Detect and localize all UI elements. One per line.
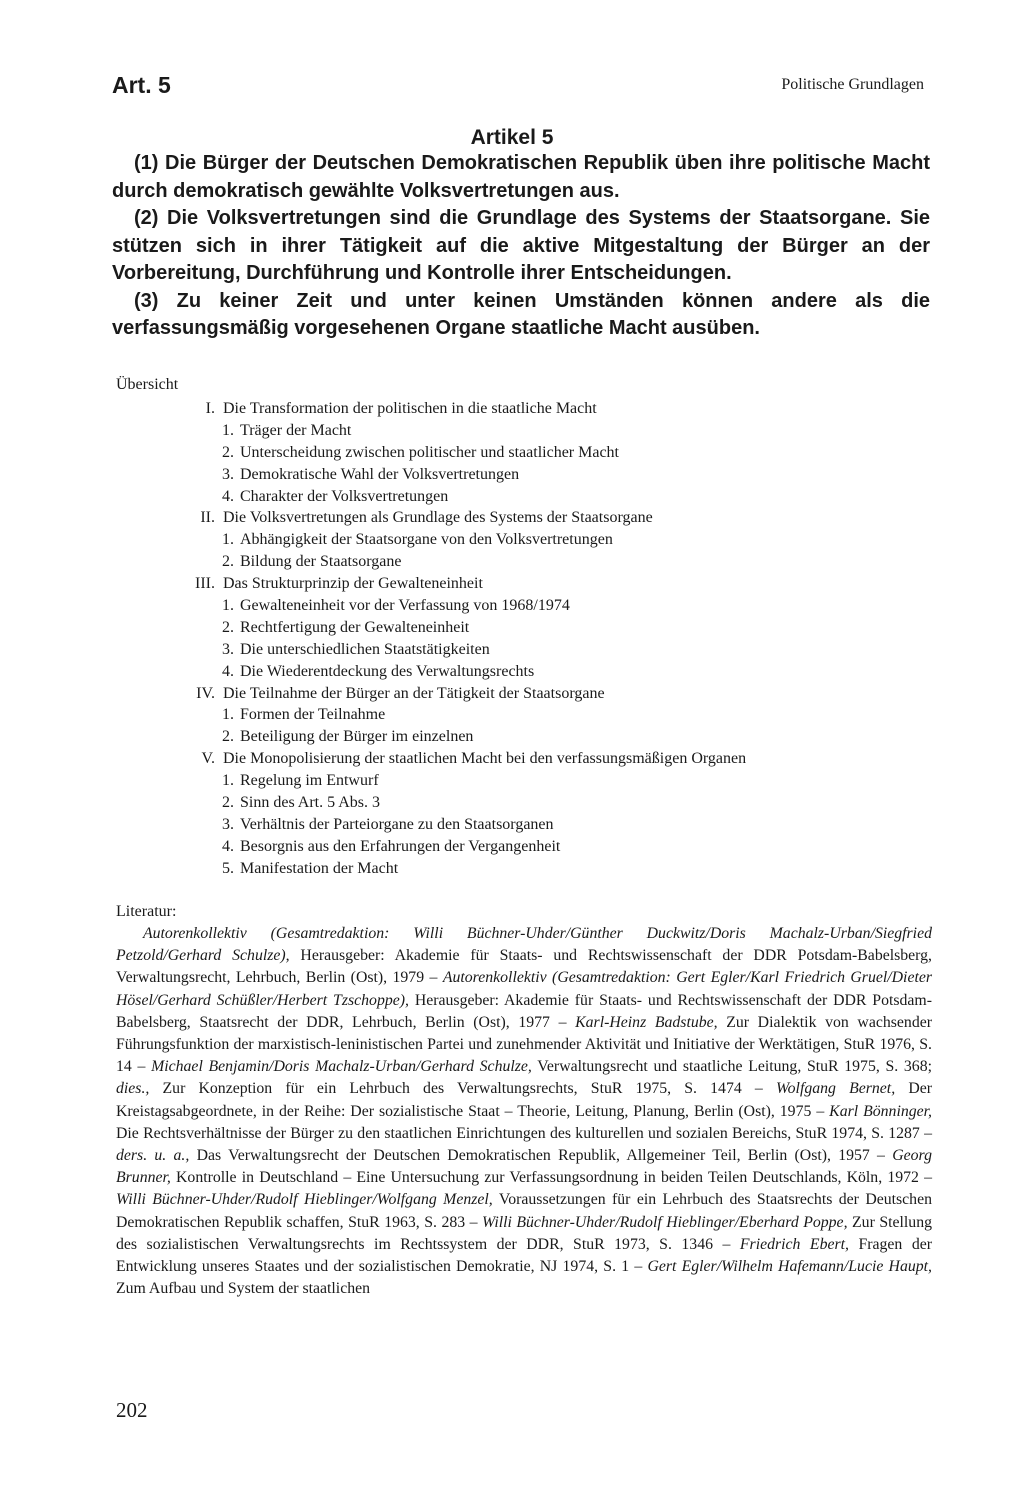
overview-item-number: 2. xyxy=(222,794,234,812)
literature-paragraph xyxy=(116,923,932,1300)
article-paragraph-2: (2) Die Volksvertretungen sind die Grundlage des Systems der Staatsorgane. Sie stützen sich in ihrer Tätigkeit auf die aktive Mitgestaltung der Bürger an der Vorbereitung, Durchführung und Kontrolle ihrer Entscheidungen. xyxy=(112,207,930,284)
overview-subsection xyxy=(0,858,1024,880)
overview-item-text: Demokratische Wahl der Volksvertretungen xyxy=(240,465,520,483)
overview-item-text: Regelung im Entwurf xyxy=(240,772,379,790)
overview-item-number: 2. xyxy=(222,443,234,461)
overview-subsection xyxy=(0,661,1024,683)
overview-item-number: 4. xyxy=(222,487,234,505)
article-paragraph-1: (1) Die Bürger der Deutschen Demokratischen Republik üben ihre politische Macht durch demokratisch gewählte Volksvertretungen aus. xyxy=(112,152,930,202)
literature-reference: Voraussetzungen für ein Lehrbuch des Staatsrechts der Deutschen Demokratischen Republik schaffen, StuR 1963, S. 283 – xyxy=(116,1191,932,1231)
overview-item-number: 3. xyxy=(222,815,234,833)
overview-item-text: Unterscheidung zwischen politischer und staatlicher Macht xyxy=(240,443,619,461)
page-number: 202 xyxy=(116,1398,148,1422)
article-paragraph-3: (3) Zu keiner Zeit und unter keinen Umständen können andere als die verfassungsmäßig vorgesehenen Organe staatliche Macht ausüben. xyxy=(112,289,930,339)
literature-author: Willi Büchner-Uhder/Rudolf Hieblinger/Eberhard Poppe, xyxy=(482,1213,848,1231)
overview-subsection xyxy=(0,420,1024,442)
overview-list xyxy=(0,398,1024,880)
overview-item-number: 1. xyxy=(222,706,234,724)
literature-author: dies., xyxy=(116,1080,150,1098)
overview-item-number: III. xyxy=(195,575,215,593)
overview-item-text: Rechtfertigung der Gewalteneinheit xyxy=(240,618,470,636)
literature-reference: Herausgeber: Akademie für Staats- und Rechtswissenschaft der DDR Potsdam-Babelsberg, Staatsrecht der DDR, Lehrbuch, Berlin (Ost), 1977 – xyxy=(116,991,932,1031)
overview-subsection xyxy=(0,529,1024,551)
overview-item-text: Die Volksvertretungen als Grundlage des Systems der Staatsorgane xyxy=(223,509,653,527)
overview-subsection xyxy=(0,770,1024,792)
overview-item-text: Besorgnis aus den Erfahrungen der Vergangenheit xyxy=(240,837,561,855)
overview-subsection xyxy=(0,551,1024,573)
literature-author: Karl Bönninger, xyxy=(829,1102,932,1120)
overview-subsection xyxy=(0,595,1024,617)
overview-item-number: I. xyxy=(205,400,215,417)
overview-subsection xyxy=(0,639,1024,661)
literature-reference: Zur Dialektik von wachsender Führungsfunktion der marxistisch-leninistischen Partei und zunehmender Aktivität und Initiative der Werktätigen, StuR 1976, S. 14 – xyxy=(116,1013,932,1076)
literature-author: Willi Büchner-Uhder/Rudolf Hieblinger/Wolfgang Menzel, xyxy=(116,1191,493,1209)
literature-author: Karl-Heinz Badstube, xyxy=(575,1013,718,1031)
literature-author: Autorenkollektiv (Gesamtredaktion: Willi Büchner-Uhder/Günther Duckwitz/Doris Machalz-Urban/Siegfried Petzold/Gerhard Schulze), xyxy=(116,925,932,965)
overview-section xyxy=(0,748,1024,770)
literature-author: Michael Benjamin/Doris Machalz-Urban/Gerhard Schulze, xyxy=(151,1058,532,1076)
overview-item-number: 4. xyxy=(222,662,234,680)
overview-section xyxy=(0,573,1024,595)
literature-reference: Verwaltungsrecht und staatliche Leitung, StuR 1975, S. 368; xyxy=(531,1058,932,1076)
overview-subsection xyxy=(0,792,1024,814)
overview-section xyxy=(0,398,1024,420)
overview-item-text: Die Monopolisierung der staatlichen Macht bei den verfassungsmäßigen Organen xyxy=(223,750,747,768)
overview-item-text: Abhängigkeit der Staatsorgane von den Volksvertretungen xyxy=(240,531,613,549)
overview-item-number: 3. xyxy=(222,640,234,658)
overview-item-number: 4. xyxy=(222,837,234,855)
overview-item-text: Das Strukturprinzip der Gewalteneinheit xyxy=(223,575,483,593)
literature-text xyxy=(116,923,932,1300)
overview-item-text: Manifestation der Macht xyxy=(240,859,399,877)
overview-subsection xyxy=(0,617,1024,639)
overview-subsection xyxy=(0,704,1024,726)
overview-item-number: 5. xyxy=(222,859,234,877)
literature-reference: Zur Konzeption für ein Lehrbuch des Verwaltungsrechts, StuR 1975, S. 1474 – xyxy=(149,1080,776,1098)
literature-title: Literatur: xyxy=(116,903,177,920)
overview-item-text: Die Wiederentdeckung des Verwaltungsrechts xyxy=(240,662,535,680)
overview-item-text: Charakter der Volksvertretungen xyxy=(240,487,449,505)
overview-item-number: 2. xyxy=(222,553,234,571)
overview-item-number: 1. xyxy=(222,597,234,615)
literature-reference: Der Kreistagsabgeordnete, in der Reihe: Der sozialistische Staat – Theorie, Leitung, Planung, Berlin (Ost), 1975 – xyxy=(116,1080,932,1120)
overview-subsection xyxy=(0,486,1024,508)
overview-section xyxy=(0,507,1024,529)
running-head-section: Politische Grundlagen xyxy=(781,76,924,93)
overview-item-text: Träger der Macht xyxy=(240,421,352,439)
overview-subsection xyxy=(0,836,1024,858)
overview-subsection xyxy=(0,442,1024,464)
overview-item-number: 2. xyxy=(222,728,234,746)
running-head-article: Art. 5 xyxy=(112,72,171,98)
overview-item-text: Gewalteneinheit vor der Verfassung von 1968/1974 xyxy=(240,597,570,615)
literature-reference: Zum Aufbau und System der staatlichen xyxy=(116,1280,371,1298)
overview-item-number: IV. xyxy=(196,684,215,702)
literature-reference: Die Rechtsverhältnisse der Bürger zu den staatlichen Einrichtungen des kulturellen und sozialen Bereichs, StuR 1974, S. 1287 – xyxy=(116,1124,932,1142)
overview-item-text: Sinn des Art. 5 Abs. 3 xyxy=(240,794,381,812)
overview-item-text: Formen der Teilnahme xyxy=(240,706,386,724)
literature-author: Autorenkollektiv (Gesamtredaktion: Gert Egler/Karl Friedrich Gruel/Dieter Hösel/Gerhard Schüßler/Herbert Tzschoppe), xyxy=(116,969,933,1009)
overview-item-text: Die Teilnahme der Bürger an der Tätigkeit der Staatsorgane xyxy=(223,684,605,702)
overview-item-text: Verhältnis der Parteiorgane zu den Staatsorganen xyxy=(240,815,554,833)
literature-author: ders. u. a., xyxy=(116,1147,190,1165)
overview-subsection xyxy=(0,464,1024,486)
literature-author: Friedrich Ebert, xyxy=(739,1235,849,1253)
literature-reference: Zur Stellung des sozialistischen Verwaltungsrechts im Rechtssystem der DDR, StuR 1973, S. 1346 – xyxy=(116,1213,932,1253)
overview-title: Übersicht xyxy=(116,376,179,393)
overview-item-number: 1. xyxy=(222,531,234,549)
literature-author: Georg Brunner, xyxy=(116,1147,932,1187)
article-title: Artikel 5 xyxy=(470,126,554,149)
overview-item-number: 2. xyxy=(222,618,234,636)
literature-reference: Fragen der Entwicklung unseres Staates und der sozialistischen Demokratie, NJ 1974, S. 1 – xyxy=(116,1235,932,1276)
literature-reference: Das Verwaltungsrecht der Deutschen Demokratischen Republik, Allgemeiner Teil, Berlin (Ost), 1957 – xyxy=(189,1147,893,1165)
overview-item-number: 3. xyxy=(222,465,234,483)
overview-item-number: V. xyxy=(201,750,215,768)
overview-item-text: Beteiligung der Bürger im einzelnen xyxy=(240,728,474,746)
article-text xyxy=(112,150,930,343)
overview-item-text: Die Transformation der politischen in die staatliche Macht xyxy=(223,400,597,417)
overview-item-text: Die unterschiedlichen Staatstätigkeiten xyxy=(240,640,490,658)
overview-item-number: 1. xyxy=(222,772,234,790)
literature-reference: Kontrolle in Deutschland – Eine Untersuchung zur Verfassungsordnung in beiden Teilen Deutschlands, Köln, 1972 – xyxy=(170,1169,932,1187)
overview-subsection xyxy=(0,726,1024,748)
literature-reference: Herausgeber: Akademie für Staats- und Rechtswissenschaft der DDR Potsdam-Babelsberg, Verwaltungsrecht, Lehrbuch, Berlin (Ost), 1979 – xyxy=(116,947,932,987)
overview-subsection xyxy=(0,814,1024,836)
overview-item-number: 1. xyxy=(222,421,234,439)
overview-item-number: II. xyxy=(200,509,215,527)
overview-section xyxy=(0,683,1024,705)
overview-item-text: Bildung der Staatsorgane xyxy=(240,553,402,571)
literature-author: Gert Egler/Wilhelm Hafemann/Lucie Haupt, xyxy=(647,1258,932,1276)
literature-author: Wolfgang Bernet, xyxy=(775,1080,896,1098)
